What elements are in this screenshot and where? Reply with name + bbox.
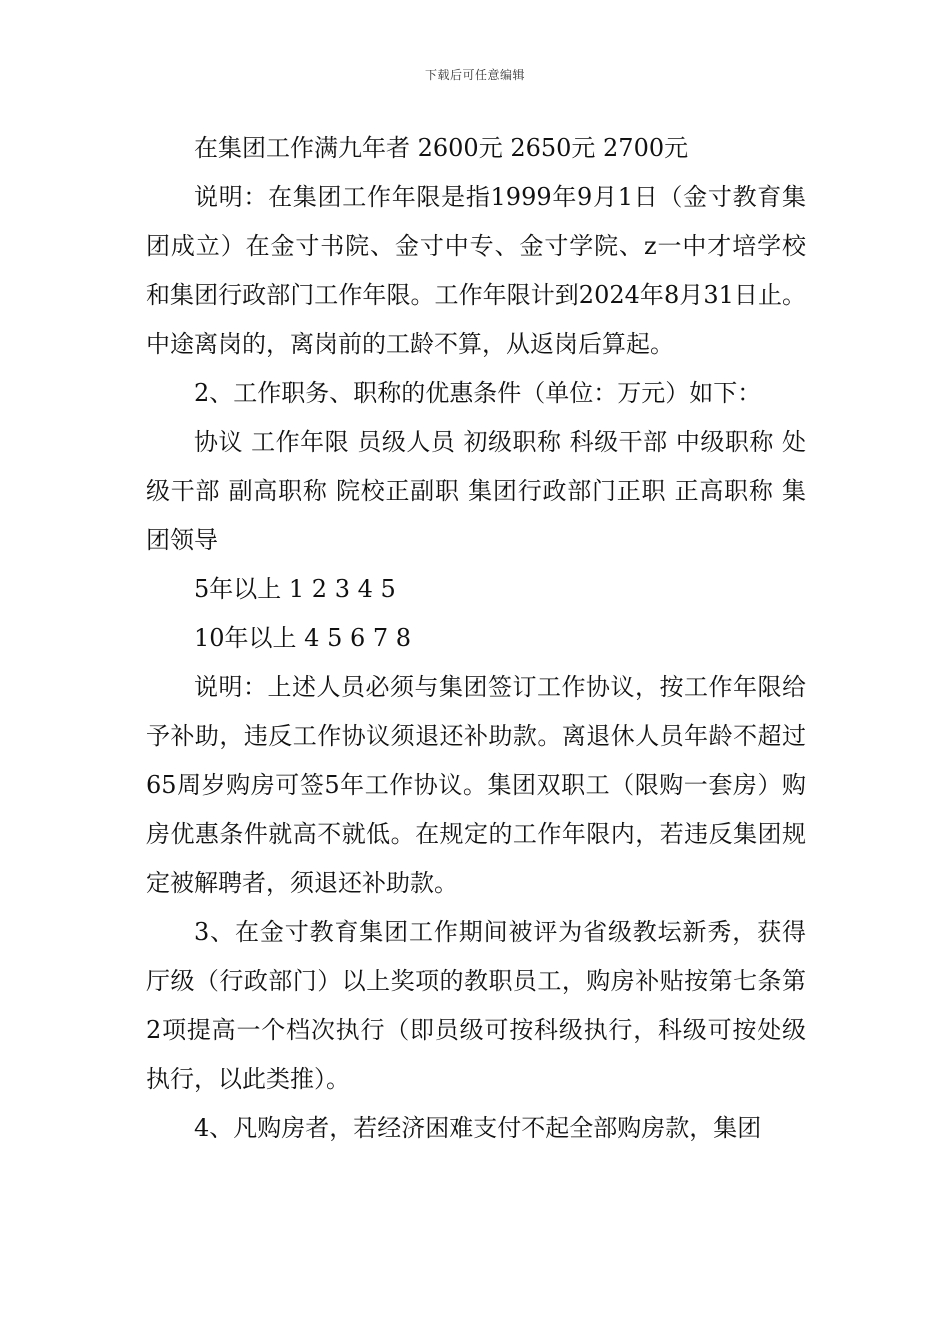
paragraph-note-agreement: 说明：上述人员必须与集团签订工作协议，按工作年限给予补助，违反工作协议须退还补助款。离退休人员年龄不超过65周岁购房可签5年工作协议。集团双职工（限购一套房）购房优惠条件就高不就低。在规定的工作年限内，若违反集团规定被解聘者，须退还补助款。 <box>146 673 806 897</box>
paragraph-item-4: 4、凡购房者，若经济困难支付不起全部购房款，集团 <box>194 1114 762 1142</box>
paragraph-note-work-years: 说明：在集团工作年限是指1999年9月1日（金寸教育集团成立）在金寸书院、金寸中专、金寸学院、z一中才培学校和集团行政部门工作年限。工作年限计到2024年8月31日止。中途离岗的，离岗前的工龄不算，从返岗后算起。 <box>146 183 806 358</box>
paragraph-nine-years: 在集团工作满九年者 2600元 2650元 2700元 <box>194 134 689 162</box>
paragraph-row-10-years: 10年以上 4 5 6 7 8 <box>194 624 412 652</box>
paragraph-item-2-heading: 2、工作职务、职称的优惠条件（单位：万元）如下： <box>194 379 762 407</box>
paragraph-item-3: 3、在金寸教育集团工作期间被评为省级教坛新秀，获得厅级（行政部门）以上奖项的教职员工，购房补贴按第七条第2项提高一个档次执行（即员级可按科级执行，科级可按处级执行，以此类推）。 <box>146 918 806 1093</box>
paragraph-row-5-years: 5年以上 1 2 3 4 5 <box>194 575 396 603</box>
document-body <box>146 124 806 1153</box>
page-header-note: 下载后可任意编辑 <box>424 68 525 82</box>
paragraph-table-header: 协议 工作年限 员级人员 初级职称 科级干部 中级职称 处级干部 副高职称 院校正副职 集团行政部门正职 正高职称 集团领导 <box>146 428 806 554</box>
